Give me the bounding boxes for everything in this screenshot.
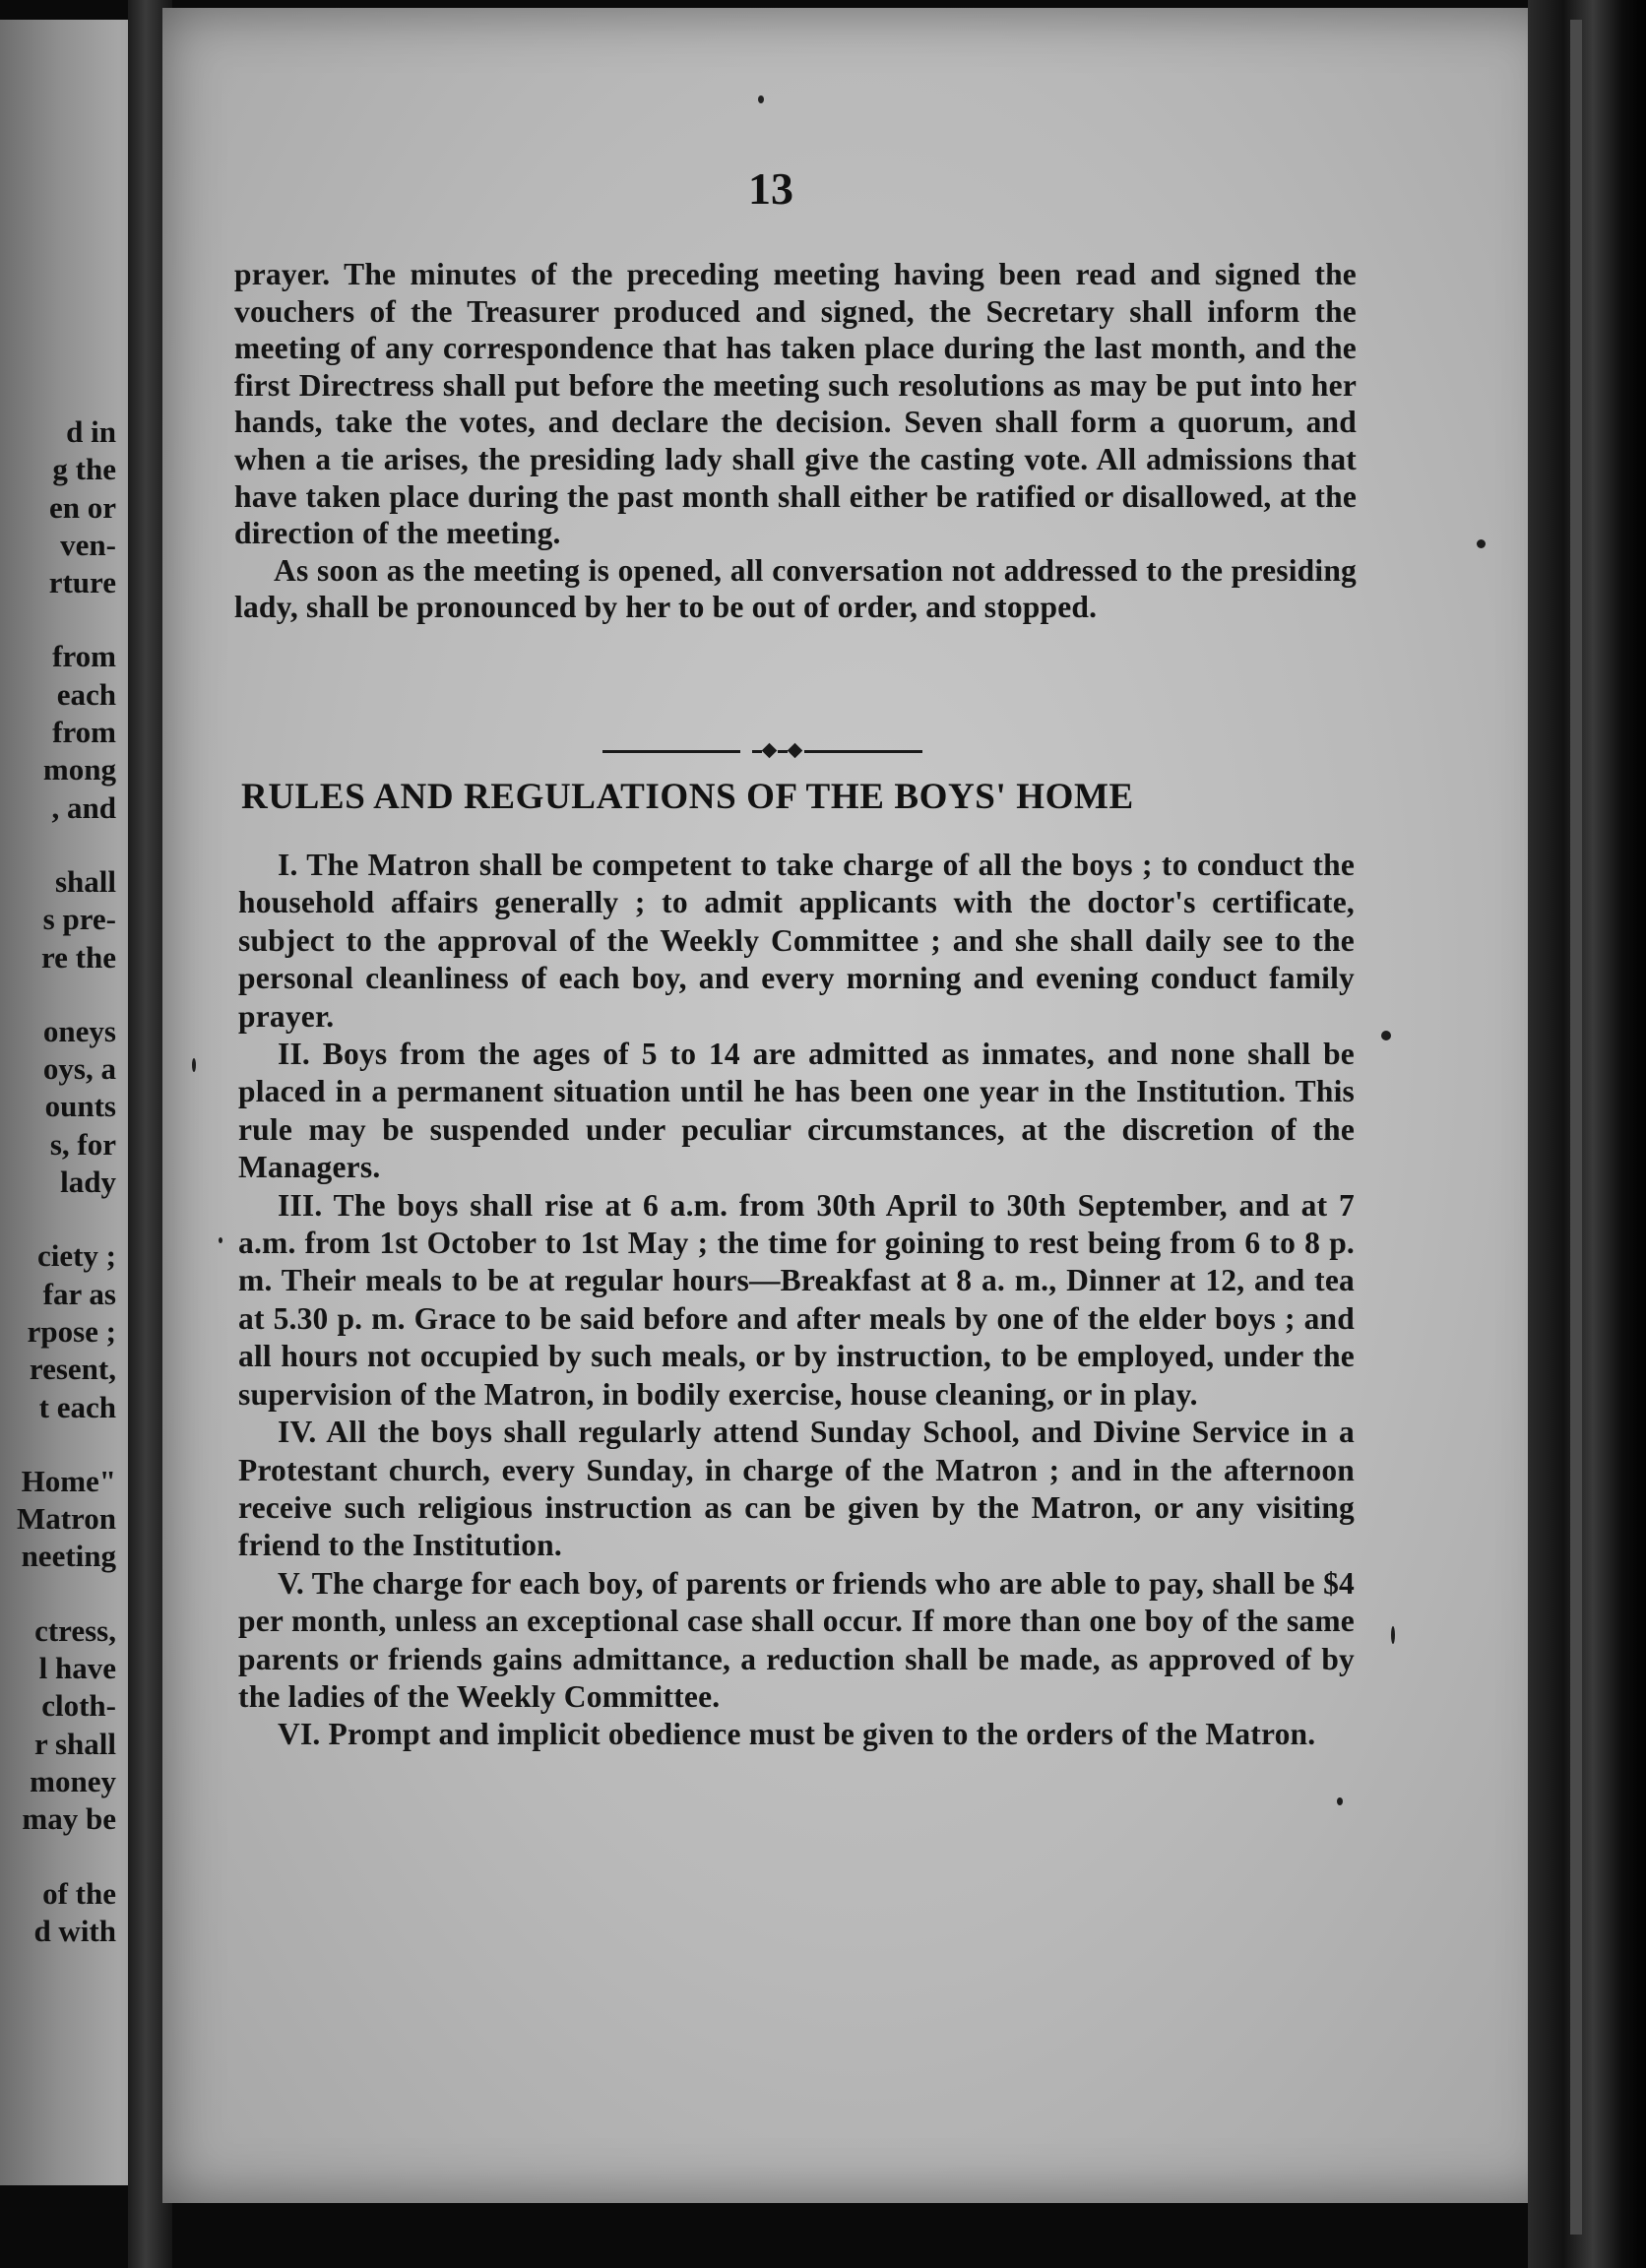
section-divider: [602, 748, 922, 754]
facing-page-line: r shall: [34, 1726, 116, 1761]
facing-page-line: l have: [38, 1651, 116, 1686]
ink-speck: [1477, 539, 1486, 548]
intro-paragraph: As soon as the meeting is opened, all conversation not addressed to the presiding lady, shall be pronounced by her to be out of order, and stopped.: [234, 552, 1357, 625]
facing-page-line: s, for: [49, 1126, 116, 1162]
ink-speck: [758, 95, 764, 103]
facing-page-gap: [0, 601, 116, 638]
ink-speck: [1391, 1626, 1395, 1644]
facing-page-line: neeting: [21, 1539, 116, 1574]
facing-page-line: from: [52, 639, 116, 674]
facing-page-line: Matron: [16, 1501, 116, 1537]
facing-page-line: d with: [33, 1913, 116, 1948]
facing-page-line: from: [52, 715, 116, 750]
facing-page-line: oneys: [42, 1013, 116, 1048]
facing-page-line: ctress,: [34, 1612, 116, 1648]
facing-page-line: re the: [40, 939, 116, 975]
ink-speck: [192, 1058, 196, 1072]
facing-page-line: , and: [51, 789, 116, 825]
facing-page-line: cloth-: [41, 1688, 116, 1724]
rule-item: I. The Matron shall be competent to take charge of all the boys ; to conduct the household affairs generally ; to admit applicants with the doctor's certificate, subject to the approval of the Weekly Committee ; and she shall daily see to the personal cleanliness of each boy, and every morning and evening conduct family prayer.: [238, 848, 1355, 1034]
facing-page-text: [0, 413, 116, 1950]
facing-page: [0, 20, 148, 2185]
intro-text: [234, 256, 1357, 626]
facing-page-line: s pre-: [42, 902, 116, 937]
facing-page-line: oys, a: [42, 1051, 116, 1087]
rule-item: III. The boys shall rise at 6 a.m. from 30th April to 30th September, and at 7 a.m. from 1st October to 1st May ; the time for goining to rest being from 6 to 8 p. m. Their meals to be at regular hours—Breakfast at 8 a. m., Dinner at 12, and tea at 5.30 p. m. Grace to be said before and after meals by one of the elder boys ; and all hours not occupied by such meals, or by instruction, to be employed, under the supervision of the Matron, in bodily exercise, house cleaning, or in play.: [238, 1187, 1355, 1412]
facing-page-line: shall: [54, 863, 116, 899]
intro-paragraph: prayer. The minutes of the preceding meeting having been read and signed the vouchers of the Treasurer produced and signed, the Secretary shall inform the meeting of any correspondence that has taken place during the last month, and the first Directress shall put before the meeting such resolutions as may be put into her hands, take the votes, and declare the decision. Seven shall form a quorum, and when a tie arises, the presiding lady shall give the casting vote. All admissions that have taken place during the past month shall either be ratified or disallowed, at the direction of the meeting.: [234, 257, 1357, 551]
facing-page-line: Home": [21, 1463, 116, 1498]
facing-page-line: each: [56, 676, 116, 712]
facing-page-line: resent,: [29, 1352, 116, 1387]
facing-page-line: rpose ;: [27, 1313, 116, 1349]
rule-item: II. Boys from the ages of 5 to 14 are admitted as inmates, and none shall be placed in a permanent situation until he has been one year in the Institution. This rule may be suspended under peculiar circumstances, at the discretion of the Managers.: [238, 1037, 1355, 1185]
facing-page-line: t each: [38, 1389, 116, 1424]
facing-page-line: en or: [48, 489, 116, 525]
facing-page-gap: [0, 1576, 116, 1612]
ink-speck: [1337, 1797, 1343, 1805]
ink-speck: [219, 1237, 222, 1243]
facing-page-line: lady: [60, 1165, 116, 1200]
facing-page-gap: [0, 1426, 116, 1463]
facing-page-line: far as: [42, 1276, 116, 1311]
facing-page-gap: [0, 827, 116, 863]
rule-item: V. The charge for each boy, of parents or friends who are able to pay, shall be $4 per month, unless an exceptional case shall occur. If more than one boy of the same parents or friends gains admittance, a reduction shall be made, as approved of by the ladies of the Weekly Committee.: [238, 1565, 1355, 1714]
rules-list: [238, 847, 1355, 1754]
section-heading: RULES AND REGULATIONS OF THE BOYS' HOME: [241, 777, 1134, 817]
facing-page-line: ciety ;: [36, 1238, 116, 1274]
facing-page-gap: [0, 1201, 116, 1237]
facing-page-gap: [0, 976, 116, 1013]
facing-page-line: of the: [42, 1875, 116, 1911]
ink-speck: [1381, 1031, 1391, 1040]
book-edge: [1528, 0, 1646, 2268]
rule-item: IV. All the boys shall regularly attend Sunday School, and Divine Service in a Protestant church, every Sunday, in charge of the Matron ; and in the afternoon receive such religious instruction as can be given by the Matron, or any visiting friend to the Institution.: [238, 1415, 1355, 1563]
facing-page-line: d in: [66, 414, 116, 449]
facing-page-line: money: [30, 1763, 116, 1798]
facing-page-line: ounts: [44, 1089, 116, 1124]
rule-item: VI. Prompt and implicit obedience must be given to the orders of the Matron.: [278, 1717, 1316, 1752]
facing-page-line: may be: [22, 1801, 116, 1837]
page-number: 13: [748, 163, 793, 214]
facing-page-gap: [0, 1839, 116, 1875]
facing-page-line: rture: [48, 565, 116, 600]
book-edge-stripe: [1570, 20, 1582, 2235]
facing-page-line: g the: [52, 452, 116, 487]
facing-page-line: mong: [42, 752, 116, 788]
facing-page-line: ven-: [60, 527, 116, 562]
